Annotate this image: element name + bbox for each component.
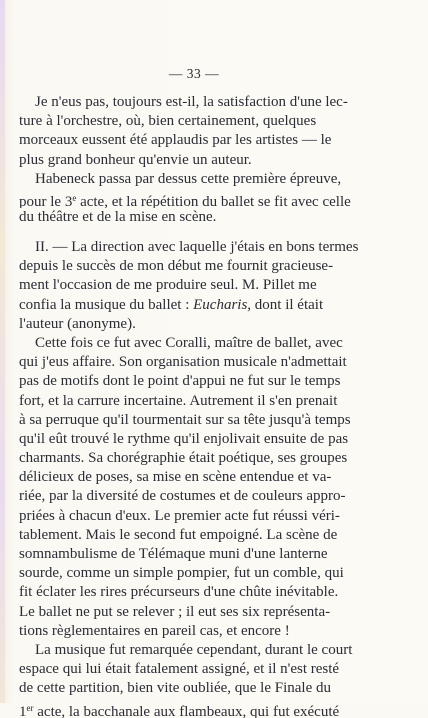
text-segment: acte, la bacchanale aux flambeaux, qui fut exécuté <box>33 703 340 718</box>
text-segment: pour le 3 <box>19 193 73 209</box>
text-line: pas de motifs dont le point d'appui ne fut sur le temps <box>19 373 341 390</box>
text-line: Je n'eus pas, toujours est-il, la satisfaction d'une lec- <box>35 94 348 110</box>
text-line: riée, par la diversité de costumes et de couleurs appro- <box>19 488 346 505</box>
text-line: tablement. Mais le second fut empoigné. La scène de <box>19 526 338 543</box>
text-line: qu'il eût trouvé le rythme qu'il enjolivait ensuite de pas <box>19 430 349 447</box>
text-line: somnambulisme de Télémaque muni d'une lanterne <box>19 546 328 562</box>
text-line: tions règlementaires en pareil cas, et encore ! <box>19 622 290 639</box>
text-line: Habeneck passa par dessus cette première épreuve, <box>35 170 342 187</box>
text-line: ture à l'orchestre, où, bien certainement, quelques <box>19 113 317 130</box>
text-line: Le ballet ne put se relever ; il eut ses six représenta- <box>19 603 331 620</box>
text-line: fort, et la carrure incertaine. Autrement il s'en prenait <box>19 392 338 409</box>
text-line <box>19 699 375 718</box>
text-line: du théâtre et de la mise en scène. <box>19 209 217 226</box>
text-segment: , dont il était <box>247 296 324 313</box>
page-edge <box>0 0 5 703</box>
text-segment: acte, et la répétition du ballet se fit avec celle <box>76 193 351 209</box>
text-line: qui j'eus affaire. Son organisation musicale n'admettait <box>19 354 347 371</box>
text-line: charmants. Sa chorégraphie était poétique, ses groupes <box>19 450 348 467</box>
text-line: plus grand bonheur qu'envie un auteur. <box>19 151 252 168</box>
text-segment: 1 <box>19 703 27 718</box>
text-line: de cette partition, bien vite oubliée, que le Finale du <box>19 680 331 697</box>
text-line: espace qui lui était fatalement assigné, et il n'est resté <box>19 661 340 678</box>
text-line: La musique fut remarquée cependant, durant le court <box>35 641 353 658</box>
italic-title: Eucharis <box>193 296 248 313</box>
text-line: priées à chacun d'eux. Le premier acte fut réussi véri- <box>19 507 340 524</box>
text-line <box>19 189 375 208</box>
text-segment: confia la musique du ballet : <box>19 296 194 313</box>
text-line: sourde, comme un simple pompier, fut un comble, qui <box>19 565 344 582</box>
text-line: délicieux de poses, sa mise en scène entendue et va- <box>19 469 332 486</box>
text-line: Cette fois ce fut avec Coralli, maître de ballet, avec <box>35 334 343 351</box>
paragraph-block-2 <box>19 238 375 718</box>
text-line: depuis le succès de mon début me fournit gracieuse- <box>19 258 334 275</box>
paragraph-block-1 <box>19 93 375 227</box>
text-line: à sa perruque qu'il tourmentait sur sa tête jusqu'à temps <box>19 411 351 428</box>
text-line: l'auteur (anonyme). <box>19 315 136 332</box>
text-line <box>19 296 375 315</box>
text-line: ment l'occasion de me produire seul. M. Pillet me <box>19 277 317 294</box>
page-number: — 33 — <box>168 66 220 81</box>
text-line: fit éclater les rires précurseurs d'une chûte inévitable. <box>19 584 339 601</box>
text-line: morceaux eussent été applaudis par les artistes — le <box>19 132 332 149</box>
superscript: e <box>72 192 77 203</box>
text-line: II. — La direction avec laquelle j'étais en bons termes <box>35 239 359 255</box>
superscript: er <box>26 702 34 713</box>
